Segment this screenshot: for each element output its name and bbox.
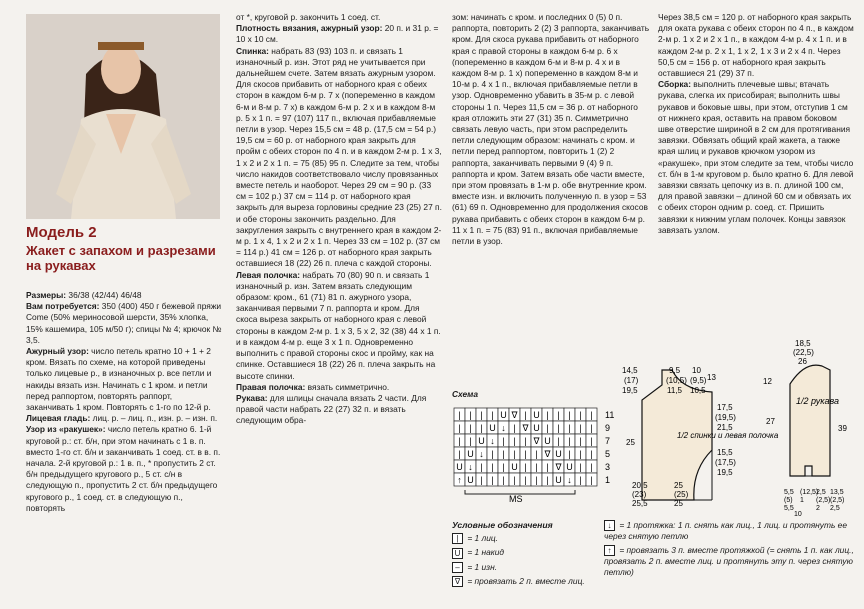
legend-symbol-icon: ∇	[452, 576, 463, 587]
legend-item	[452, 576, 602, 587]
sleeve-dim-top-1: 18,5	[795, 339, 811, 348]
text-column-2	[236, 12, 442, 608]
sleeve-pattern-label: 1/2 рукава	[796, 396, 839, 406]
chart-row-number: 5	[605, 449, 611, 459]
chart-symbol: |	[513, 423, 516, 433]
paragraph-text: лиц. р. – лиц. п., изн. р. – изн. п.	[90, 413, 218, 424]
chart-symbol: |	[524, 436, 527, 446]
legend-symbol-icon: ↓	[604, 520, 615, 531]
chart-symbol: |	[502, 462, 505, 472]
legend-label: = провязать 2 п. вместе лиц.	[465, 575, 585, 586]
chart-symbol: |	[480, 475, 483, 485]
chart-symbol: ∇	[522, 423, 529, 433]
chart-symbol: U	[566, 462, 573, 472]
front-dim-right-4: 15,5	[717, 448, 733, 457]
legend-label: = 1 протяжка: 1 п. снять как лиц., 1 лиц. и протянуть ее через снятую петлю	[604, 520, 847, 542]
chart-symbol: |	[480, 423, 483, 433]
paragraph-text: набрать 70 (80) 90 п. и связать 1 изнаночный р. изн. Затем вязать следующим образом: кром., 61 (71) 81 п. ажурного узора, заканчивая первыми 7 п. раппорта и кром. Для скоса выреза закрыть от наборного края с левой стороны в каждом 2-м р. 1 х 3, 5 х 2, 32 (38) 44 х 1 п. и в каждом 4-м р. еще 3 х 1 п. Одновременно выполнить с правой стороны скос и пройму, как на спинке. Оставшиеся 18 (22) 26 п. плеча закрыть на высоте спинки.	[236, 269, 441, 381]
chart-symbol: |	[546, 410, 549, 420]
chart-symbol: ∇	[544, 449, 551, 459]
paragraph-heading: Лицевая гладь:	[26, 413, 91, 424]
chart-symbol: |	[535, 462, 538, 472]
sleeve-dim-bottom-4: (12,5)	[800, 489, 819, 496]
front-dim-top-1: 9,5	[669, 366, 681, 375]
chart-symbol: |	[502, 449, 505, 459]
chart-symbol: U	[478, 436, 485, 446]
col2-paragraph	[236, 393, 442, 427]
sleeve-pattern-diagram	[760, 336, 860, 516]
chart-row-number: 3	[605, 462, 611, 472]
chart-symbol: U	[533, 410, 540, 420]
chart-symbol: |	[546, 462, 549, 472]
legend-label: = провязать 3 п. вместе протяжкой (= снять 1 п. как лиц., провязать 2 п. вместе лиц. и протянуть эту п. через снятую петлю)	[604, 544, 854, 577]
chart-symbol: ↓	[501, 423, 506, 433]
chart-symbol: |	[568, 410, 571, 420]
chart-row-number: 9	[605, 423, 611, 433]
chart-symbol: ↓	[490, 436, 495, 446]
chart-symbol: |	[590, 436, 593, 446]
paragraph-heading: Размеры:	[26, 290, 67, 300]
col1-paragraph	[26, 424, 222, 514]
legend-symbol-icon: –	[452, 562, 463, 573]
chart-rapport-label: MS	[509, 494, 523, 504]
col2-paragraph	[236, 46, 442, 270]
chart-symbol: ∇	[511, 410, 518, 420]
schema-title: Схема	[452, 389, 479, 399]
chart-symbol: |	[524, 462, 527, 472]
chart-symbol: |	[513, 475, 516, 485]
front-pattern-label: 1/2 спинки и левая полочка	[677, 431, 779, 440]
chart-symbol: ↓	[479, 449, 484, 459]
chart-symbol: |	[579, 423, 582, 433]
paragraph-text: число петель кратно 6. 1-й круговой р.: ст. б/н, при этом начинать с 1 в. п. вместо 1-го ст. б/н и заканчивать 1 соед. ст. в в. п. начала. 2-й круговой р.: 1 в. п., * пропустить 2 ст. б/н предыдущего кругового р., 5 ст. с/н в следующую п., пропустить 2 ст. б/н предыдущего кругового р., 1 соед. ст. в следующую п., повторять	[26, 424, 221, 513]
legend-item	[604, 520, 854, 542]
chart-symbol: U	[555, 449, 562, 459]
chart-symbol: |	[480, 462, 483, 472]
front-dim-bottom-1: 20,5	[632, 481, 648, 490]
legend-item	[604, 545, 854, 577]
chart-symbol: |	[491, 462, 494, 472]
chart-symbol: |	[502, 436, 505, 446]
paragraph-heading: Вам потребуется:	[26, 301, 100, 312]
sleeve-dim-side-2: 27	[766, 417, 775, 426]
sleeve-dim-side-1: 12	[763, 377, 772, 386]
paragraph-text: выполнить плечевые швы; втачать рукава, слегка их присобирая; выполнить швы рукавов и боковые швы, при этом, отступив 1 см от нижнего края, оставить на правом боковом шве отверстие шириной в 2 см для протягивания завязки. Обвязать общий край жакета, а также края шлиц и рукавов крючком узором из «ракушек», при этом следите за тем, чтобы число ст. б/н в 1-м круговом р. было кратно 6. Для левой завязки связать цепочку из в. п. длиной 100 см, для правой завязки – длиной 60 см и обвязать их с обеих сторон одним р. соед. ст. Пришить завязки к нижним углам полочек. Концы завязок завязать узлом.	[658, 79, 854, 235]
paragraph-heading: Сборка:	[658, 79, 691, 90]
chart-symbol: |	[568, 449, 571, 459]
front-dim-top-4: 10	[692, 366, 701, 375]
sleeve-dim-bottom-6: 2,5	[816, 489, 826, 496]
front-dim-bottom-5: (25)	[674, 490, 689, 499]
legend-item	[452, 547, 602, 558]
paragraph-text: зом: начинать с кром. и последних 0 (5) 0 п. раппорта, повторить 2 (2) 3 раппорта, заканчивать кром. Для скоса рукава прибавить от наборного края с правой стороны в каждом 6-м р. 6 х (попеременно в каждом 6-м и 8-м р. 4 х и в каждом 8-м р. 1 х) попеременно в каждом 8-м и 10-м р. 4 х 1 п., включая прибавляемые петли в узор. Одновременно убавить в 35-м р. с левой стороны 1 п. Через 11,5 см = 36 р. от наборного края отложить эти 27 (31) 35 п. Симметрично связать левую часть, при этом распределить петли следующим образом: начинать с кром. и петли перед раппортом, повторить 1 (2) 2 раппорта, заканчивать первыми 9 (4) 9 п. раппорта и кром. Затем вязать обе части вместе, при этом провязать в 1-м р. обе внутренние кром. вместе изн. и включить полученную п. в узор = 53 (61) 69 п. Одновременно для продолжения скосов рукава прибавить с обеих сторон в каждом 6-м р. 11 х 1 п. = 75 (83) 91 п., включая прибавляемые петли в узор.	[452, 12, 650, 247]
col2-paragraph	[236, 12, 442, 23]
chart-symbol: |	[568, 436, 571, 446]
chart-symbol: |	[513, 436, 516, 446]
col1-paragraph	[26, 290, 222, 301]
legend-right-column	[604, 520, 854, 580]
chart-symbol: |	[480, 410, 483, 420]
chart-symbol: |	[590, 423, 593, 433]
chart-symbol: |	[502, 475, 505, 485]
sleeve-dim-side-3: 39	[838, 424, 847, 433]
chart-symbol: |	[579, 475, 582, 485]
front-dim-right-5: (17,5)	[715, 458, 736, 467]
model-title: Модель 2	[26, 224, 97, 241]
chart-symbol: |	[458, 423, 461, 433]
sleeve-dim-bottom-7: (2,5)	[816, 497, 831, 504]
chart-symbol: |	[458, 436, 461, 446]
paragraph-heading: Рукава:	[236, 392, 268, 403]
sleeve-dim-bottom-5: 1	[800, 497, 804, 504]
paragraph-text: вязать симметрично.	[305, 381, 390, 392]
paragraph-heading: Левая полочка:	[236, 269, 301, 280]
chart-symbol: |	[491, 449, 494, 459]
chart-symbol: |	[546, 475, 549, 485]
front-dim-bottom-4: 25	[674, 481, 683, 490]
chart-symbol: |	[524, 449, 527, 459]
chart-symbol: U	[489, 423, 496, 433]
legend-item	[452, 562, 602, 573]
chart-symbol: U	[511, 462, 518, 472]
paragraph-heading: Узор из «ракушек»:	[26, 424, 106, 435]
chart-symbol: ↑	[457, 475, 462, 485]
front-dim-top-5: (9,5)	[690, 376, 707, 385]
chart-symbol: |	[535, 449, 538, 459]
chart-symbol: |	[579, 410, 582, 420]
chart-symbol: U	[533, 423, 540, 433]
knitting-chart	[450, 402, 625, 507]
col1-paragraph	[26, 413, 222, 424]
front-dim-top-7: 13	[707, 373, 716, 382]
chart-symbol: |	[469, 436, 472, 446]
front-dim-top-2: (10,5)	[666, 376, 687, 385]
paragraph-heading: Правая полочка:	[236, 381, 306, 392]
paragraph-text: для шлицы сначала вязать 2 части. Для правой части набрать 22 (27) 32 п. и вязать следующим обра-	[236, 392, 427, 426]
model-subtitle: Жакет с запахом и разрезами на рукавах	[26, 243, 216, 273]
chart-symbol: |	[568, 423, 571, 433]
paragraph-heading: Спинка:	[236, 45, 269, 56]
paragraph-heading: Ажурный узор:	[26, 346, 89, 357]
legend-symbol-icon: U	[452, 548, 463, 559]
front-dim-right-1: 17,5	[717, 403, 733, 412]
front-dim-bottom-2: (23)	[632, 490, 647, 499]
sleeve-dim-bottom-9: 10	[794, 511, 802, 518]
chart-symbol: ∇	[533, 436, 540, 446]
sleeve-dim-bottom-3: 5,5	[784, 505, 794, 512]
chart-symbol: |	[458, 449, 461, 459]
chart-symbol: |	[579, 449, 582, 459]
chart-symbol: U	[467, 475, 474, 485]
chart-row-number: 11	[605, 410, 615, 420]
front-dim-top-3: 11,5	[667, 386, 682, 395]
text-column-4	[658, 12, 854, 332]
front-dim-right-6: 19,5	[717, 468, 733, 477]
col2-paragraph	[236, 382, 442, 393]
paragraph-heading: Плотность вязания, ажурный узор:	[236, 23, 383, 34]
sleeve-dim-bottom-10: 13,5	[830, 489, 844, 496]
paragraph-text: 20 п. и 31 р. = 10 х 10 см.	[236, 23, 439, 45]
chart-symbol: |	[557, 436, 560, 446]
chart-symbol: U	[456, 462, 463, 472]
text-column-3	[452, 12, 650, 332]
chart-row-number: 7	[605, 436, 611, 446]
chart-symbol: |	[513, 449, 516, 459]
col1-paragraph	[26, 346, 222, 413]
chart-symbol: |	[590, 475, 593, 485]
legend-label: = 1 изн.	[465, 561, 498, 572]
chart-symbol: |	[535, 475, 538, 485]
sleeve-dim-bottom-8: 2	[816, 505, 820, 512]
text-column-1	[26, 290, 222, 608]
chart-symbol: |	[491, 410, 494, 420]
col4-paragraph	[658, 12, 854, 79]
col2-paragraph	[236, 23, 442, 45]
legend-title: Условные обозначения	[452, 520, 553, 530]
chart-symbol: |	[590, 449, 593, 459]
legend-symbol-icon: ↑	[604, 545, 615, 556]
paragraph-text: набрать 83 (93) 103 п. и связать 1 изнаночный р. изн. Этот ряд не учитывается при дальнейшем счете. Затем вязать ажурным узором. Для скосов прибавить от наборного края с обеих сторон в каждом 6-м р. 7 х (попеременно в каждом 6-м и 8-м р. 7 х) в каждом 6-м р. 2 х и в каждом 8-м р. 5 х 1 п. = 97 (107) 117 п., включая прибавляемые петли в узор. Через 15,5 см = 48 р. (17,5 см = 54 р.) 19,5 см = 60 р. от наборного края закрыть для пройм с обеих сторон по 4 п. и в каждом 2-м р. 1 х 3, 1 х 2 и 2 х 1 п. = 75 (85) 95 п. Следите за тем, чтобы число накидов соответствовало числу провязанных вместе петель и наоборот. Через 29 см = 90 р. (33 см = 102 р.) 37 см = 114 р. от наборного края закрыть для выреза горловины средние 23 (25) 27 п. и обе стороны закончить раздельно. Для закругления закрыть с внутреннего края в каждом 2-м р. 1 х 4, 1 х 2 и 2 х 1 п. Через 33 см = 102 р. (37 см = 114 р.) 41 см = 126 р. от наборного края закрыть оставшиеся 18 (22) 26 п. плеча с каждой стороны.	[236, 45, 442, 269]
legend-label: = 1 лиц.	[465, 533, 499, 543]
legend-symbol-icon: |	[452, 533, 463, 544]
model-photo-illustration	[26, 14, 220, 219]
sleeve-dim-bottom-2: (5)	[784, 497, 793, 504]
chart-symbol: ↓	[468, 462, 473, 472]
sleeve-dim-bottom-1: 5,5	[784, 489, 794, 496]
paragraph-text: Через 38,5 см = 120 р. от наборного края закрыть для оката рукава с обеих сторон по 4 п., в каждом 2-м р. 1 х 2 и 2 х 1 п., в каждом 4-м р. 4 х 1 п. и в каждом 2-м р. 2 х 1, 1 х 2, 1 х 3 и 2 х 4 п. Через 50,5 см = 156 р. от наборного края закрыть оставшиеся 21 (29) 37 п.	[658, 12, 854, 79]
legend-left-column	[452, 533, 602, 590]
front-dim-right-3: 21,5	[717, 423, 733, 432]
chart-symbol: ↓	[567, 475, 572, 485]
chart-symbol: |	[546, 423, 549, 433]
chart-symbol: |	[491, 475, 494, 485]
col2-paragraph	[236, 270, 442, 382]
model-photo	[26, 14, 220, 219]
chart-symbol: ∇	[555, 462, 562, 472]
sleeve-dim-top-3: 26	[798, 357, 807, 366]
chart-symbol: U	[555, 475, 562, 485]
paragraph-text: 36/38 (42/44) 46/48	[66, 290, 142, 300]
chart-symbol: |	[579, 462, 582, 472]
sleeve-dim-bottom-11: (2,5)	[830, 497, 845, 504]
col3-paragraph	[452, 12, 650, 247]
sleeve-dim-top-2: (22,5)	[793, 348, 814, 357]
chart-symbol: |	[590, 462, 593, 472]
chart-symbol: |	[524, 475, 527, 485]
chart-symbol: |	[469, 410, 472, 420]
chart-symbol: U	[544, 436, 551, 446]
front-dim-left-1: 14,5	[622, 366, 638, 375]
col1-paragraph	[26, 301, 222, 346]
paragraph-text: число петель кратно 10 + 1 + 2 кром. Вязать по схеме, на которой приведены только лицевые р., в изнаночных р. все петли и накиды вязать изн. Начинать с 1 кром. и петли перед раппортом, повторять раппорт, заканчивать 1 кром. Повторять с 1-го по 12-й р.	[26, 346, 212, 413]
chart-symbol: |	[590, 410, 593, 420]
front-dim-right-2: (19,5)	[715, 413, 736, 422]
chart-symbol: U	[500, 410, 507, 420]
front-dim-top-6: 10,5	[690, 386, 706, 395]
chart-symbol: |	[524, 410, 527, 420]
chart-symbol: |	[557, 410, 560, 420]
paragraph-text: 350 (400) 450 г бежевой пряжи Come (50% мериносовой шерсти, 35% хлопка, 15% кашемира, 105 м/50 г); спицы № 4; крючок № 3,5.	[26, 301, 222, 345]
legend-label: = 1 накид	[465, 547, 505, 558]
front-dim-left-4: 25	[626, 438, 635, 447]
sleeve-dim-bottom-12: 2,5	[830, 505, 840, 512]
front-dim-bottom-3: 25,5	[632, 499, 648, 508]
chart-symbol: U	[467, 449, 474, 459]
col4-paragraph	[658, 79, 854, 236]
legend-item	[452, 533, 602, 544]
front-dim-bottom-6: 25	[674, 499, 683, 508]
paragraph-text: от *, круговой р. закончить 1 соед. ст.	[236, 12, 381, 22]
front-dim-left-3: 19,5	[622, 386, 638, 395]
chart-symbol: |	[469, 423, 472, 433]
chart-row-number: 1	[605, 475, 611, 485]
chart-symbol: |	[458, 410, 461, 420]
front-dim-left-2: (17)	[624, 376, 639, 385]
chart-symbol: |	[579, 436, 582, 446]
chart-symbol: |	[557, 423, 560, 433]
